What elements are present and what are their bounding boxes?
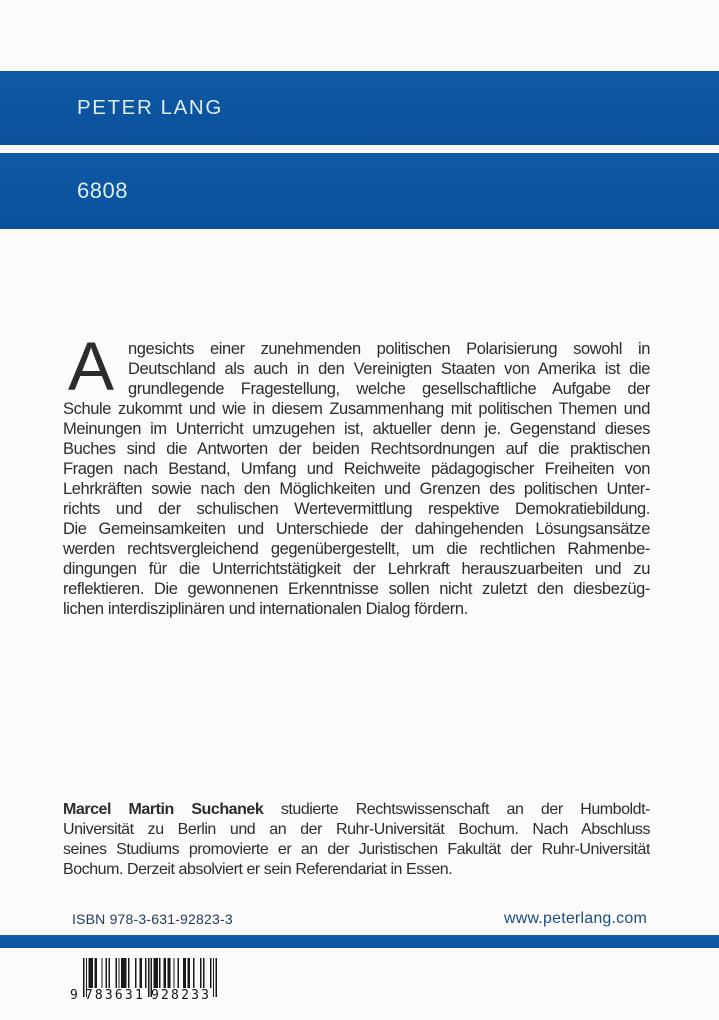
blurb-line: dingungen für die Unterrichtstätigkeit der Lehrkraft herauszuarbeiten und zu xyxy=(63,560,650,578)
author-name: Marcel Martin Suchanek xyxy=(63,801,264,818)
blurb-line: lichen interdisziplinären und internationalen Dialog fördern. xyxy=(63,600,468,618)
series-number: 6808 xyxy=(77,178,128,203)
bio-line xyxy=(63,800,650,820)
blurb-line: Die Gemeinsamkeiten und Unterschiede der dahingehenden Lösungsansätze xyxy=(63,520,650,538)
blurb-line: reflektieren. Die gewonnenen Erkenntnisse sollen nicht zuletzt den diesbezüg- xyxy=(63,580,650,598)
publisher-band xyxy=(0,71,719,145)
series-band xyxy=(0,153,719,229)
blurb-line: Schule zukommt und wie in diesem Zusammenhang mit politischen Themen und xyxy=(63,400,650,418)
drop-cap: A xyxy=(68,328,115,405)
bio-line-text: studierte Rechtswissenschaft an der Humboldt- xyxy=(280,801,650,818)
blurb-line: Buches sind die Antworten der beiden Rechtsordnungen auf die praktischen xyxy=(63,440,650,458)
blurb-line: werden rechtsvergleichend gegenübergestellt, um die rechtlichen Rahmenbe- xyxy=(63,540,650,558)
barcode-digit-group2: 928233 xyxy=(151,988,212,1003)
isbn-text: ISBN 978-3-631-92823-3 xyxy=(72,911,233,927)
barcode-digit-first: 9 xyxy=(70,988,78,1003)
blurb-paragraph xyxy=(63,328,650,619)
blurb-line: richts und der schulischen Wertevermittlung respektive Demokratiebildung. xyxy=(63,500,650,518)
footer-divider-bar xyxy=(0,935,719,948)
barcode-digits xyxy=(70,988,211,1003)
barcode-digit-group1: 783631 xyxy=(84,988,145,1003)
author-bio-paragraph xyxy=(63,800,650,880)
blurb-line: Deutschland als auch in den Vereinigten Staaten von Amerika ist die xyxy=(128,360,650,378)
publisher-website-text: www.peterlang.com xyxy=(503,910,647,927)
blurb-line: Lehrkräften sowie nach den Möglichkeiten und Grenzen des politischen Unter- xyxy=(63,480,650,498)
blurb-line: ngesichts einer zunehmenden politischen Polarisierung sowohl in xyxy=(128,340,650,358)
publisher-name: PETER LANG xyxy=(77,96,223,119)
bio-line: Universität zu Berlin und an der Ruhr-Universität Bochum. Nach Abschluss xyxy=(63,821,650,838)
bio-line: Bochum. Derzeit absolviert er sein Referendariat in Essen. xyxy=(63,861,453,878)
blurb-line: Fragen nach Bestand, Umfang und Reichweite pädagogischer Freiheiten von xyxy=(63,460,650,478)
bio-line: seines Studiums promovierte er an der Juristischen Fakultät der Ruhr-Universität xyxy=(63,841,650,858)
blurb-line: grundlegende Fragestellung, welche gesellschaftliche Aufgabe der xyxy=(128,380,650,398)
blurb-line: Meinungen im Unterricht umzugehen ist, aktueller denn je. Gegenstand dieses xyxy=(63,420,650,438)
